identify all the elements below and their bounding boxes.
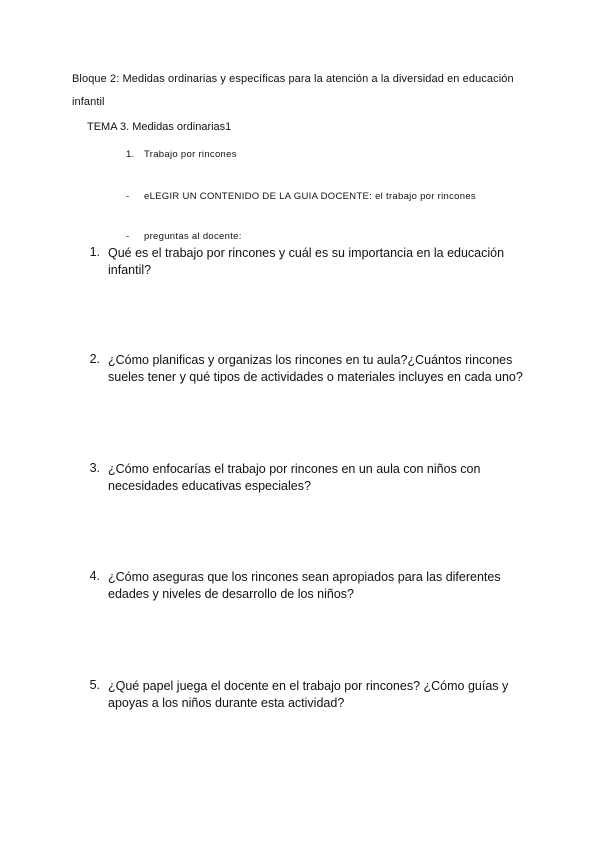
question-line: sueles tener y qué tipos de actividades o materiales incluyes en cada uno? bbox=[108, 370, 523, 384]
question-line: ¿Cómo planificas y organizas los rincones en tu aula?¿Cuántos rincones bbox=[108, 353, 513, 367]
question-text bbox=[108, 461, 480, 495]
question-line: ¿Cómo aseguras que los rincones sean apropiados para las diferentes bbox=[108, 570, 501, 584]
question-line: ¿Cómo enfocarías el trabajo por rincones en un aula con niños con bbox=[108, 462, 481, 476]
question-number: 2. bbox=[89, 352, 100, 366]
question-line: edades y niveles de desarrollo de los niños? bbox=[108, 587, 354, 601]
question-number: 4. bbox=[89, 569, 100, 583]
question-text bbox=[108, 352, 523, 386]
document-title-line-1: Bloque 2: Medidas ordinarias y específicas para la atención a la diversidad en educación bbox=[72, 73, 514, 85]
question-text bbox=[108, 245, 504, 279]
bullet-marker: - bbox=[126, 191, 130, 202]
question-line: Qué es el trabajo por rincones y cuál es su importancia en la educación bbox=[108, 246, 505, 260]
question-line: infantil? bbox=[108, 263, 152, 277]
question-line: apoyas a los niños durante esta actividad? bbox=[108, 696, 345, 710]
bullet-text-teacher-questions: preguntas al docente: bbox=[144, 231, 242, 242]
document-title-line-2: infantil bbox=[72, 96, 105, 108]
topic-title: TEMA 3. Medidas ordinarias1 bbox=[87, 121, 232, 133]
question-number: 1. bbox=[89, 245, 100, 259]
bullet-marker: - bbox=[126, 231, 130, 242]
bullet-text-content-choice: eLEGIR UN CONTENIDO DE LA GUIA DOCENTE: el trabajo por rincones bbox=[144, 191, 476, 202]
question-text bbox=[108, 569, 501, 603]
outline-item-label: Trabajo por rincones bbox=[144, 149, 237, 160]
question-number: 5. bbox=[89, 678, 100, 692]
outline-item-number: 1. bbox=[126, 149, 135, 160]
question-text bbox=[108, 678, 508, 712]
question-line: necesidades educativas especiales? bbox=[108, 479, 311, 493]
question-line: ¿Qué papel juega el docente en el trabajo por rincones? ¿Cómo guías y bbox=[108, 679, 509, 693]
question-number: 3. bbox=[89, 461, 100, 475]
